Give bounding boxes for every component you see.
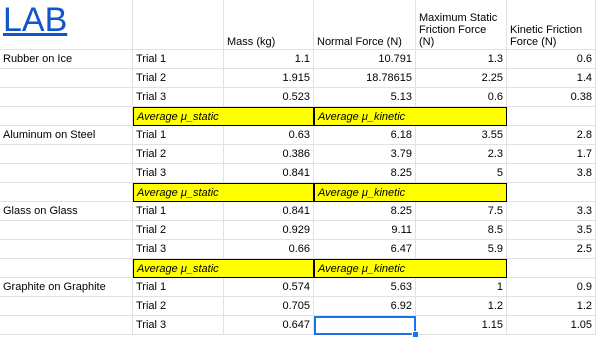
mass-cell[interactable]: 0.841 (224, 164, 314, 183)
kinetic-friction-cell[interactable]: 3.3 (507, 202, 596, 221)
normal-force-cell[interactable]: 6.92 (314, 297, 416, 316)
max-static-friction-cell[interactable]: 5.9 (416, 240, 507, 259)
material-name-cell[interactable]: Graphite on Graphite (0, 278, 133, 297)
material-name-cell[interactable]: Aluminum on Steel (0, 126, 133, 145)
mass-cell[interactable]: 0.841 (224, 202, 314, 221)
max-static-friction-cell[interactable]: 2.25 (416, 69, 507, 88)
empty-cell[interactable] (0, 164, 133, 183)
empty-cell[interactable] (507, 183, 596, 202)
kinetic-friction-cell[interactable]: 1.05 (507, 316, 596, 335)
kinetic-friction-cell[interactable]: 3.5 (507, 221, 596, 240)
trial-label-cell[interactable]: Trial 3 (133, 88, 224, 107)
trial-label-cell[interactable]: Trial 2 (133, 297, 224, 316)
header-max-static-friction-cell[interactable]: Maximum Static Friction Force (N) (416, 0, 507, 50)
max-static-friction-cell[interactable]: 3.55 (416, 126, 507, 145)
kinetic-friction-cell[interactable]: 2.5 (507, 240, 596, 259)
trial-label-cell[interactable]: Trial 1 (133, 278, 224, 297)
mass-cell[interactable]: 0.929 (224, 221, 314, 240)
kinetic-friction-cell[interactable]: 3.8 (507, 164, 596, 183)
trial-label-cell[interactable]: Trial 2 (133, 145, 224, 164)
kinetic-friction-cell[interactable]: 1.4 (507, 69, 596, 88)
empty-cell[interactable] (0, 221, 133, 240)
trial-label-cell[interactable]: Trial 1 (133, 50, 224, 69)
empty-cell[interactable] (0, 69, 133, 88)
average-mu-static-cell[interactable]: Average μ_static (133, 183, 314, 202)
max-static-friction-cell[interactable]: 8.5 (416, 221, 507, 240)
empty-cell[interactable] (0, 107, 133, 126)
max-static-friction-cell[interactable]: 1.15 (416, 316, 507, 335)
kinetic-friction-cell[interactable]: 0.38 (507, 88, 596, 107)
max-static-friction-cell[interactable]: 1.2 (416, 297, 507, 316)
header-normal-force-cell[interactable]: Normal Force (N) (314, 0, 416, 50)
material-name-cell[interactable]: Glass on Glass (0, 202, 133, 221)
kinetic-friction-cell[interactable]: 1.2 (507, 297, 596, 316)
max-static-friction-cell[interactable]: 1.3 (416, 50, 507, 69)
mass-cell[interactable]: 1.915 (224, 69, 314, 88)
empty-cell[interactable] (0, 297, 133, 316)
mass-cell[interactable]: 0.705 (224, 297, 314, 316)
mass-cell[interactable]: 0.66 (224, 240, 314, 259)
normal-force-cell[interactable]: 9.11 (314, 221, 416, 240)
mass-cell[interactable]: 0.647 (224, 316, 314, 335)
normal-force-cell[interactable]: 5.63 (314, 278, 416, 297)
trial-label-cell[interactable]: Trial 3 (133, 164, 224, 183)
normal-force-cell[interactable]: 18.78615 (314, 69, 416, 88)
normal-force-cell[interactable]: 5.13 (314, 88, 416, 107)
empty-cell[interactable] (0, 88, 133, 107)
empty-cell[interactable] (507, 107, 596, 126)
normal-force-cell[interactable]: 8.25 (314, 202, 416, 221)
normal-force-cell[interactable]: 10.791 (314, 50, 416, 69)
header-empty-cell[interactable] (133, 0, 224, 50)
sheet-title-cell[interactable]: LAB (0, 0, 133, 50)
material-name-cell[interactable]: Rubber on Ice (0, 50, 133, 69)
normal-force-cell[interactable]: 8.25 (314, 164, 416, 183)
kinetic-friction-cell[interactable]: 1.7 (507, 145, 596, 164)
max-static-friction-cell[interactable]: 2.3 (416, 145, 507, 164)
trial-label-cell[interactable]: Trial 1 (133, 202, 224, 221)
mass-cell[interactable]: 0.63 (224, 126, 314, 145)
fill-handle[interactable] (412, 331, 419, 338)
kinetic-friction-cell[interactable]: 0.9 (507, 278, 596, 297)
max-static-friction-cell[interactable]: 7.5 (416, 202, 507, 221)
empty-cell[interactable] (0, 145, 133, 164)
average-mu-static-cell[interactable]: Average μ_static (133, 107, 314, 126)
max-static-friction-cell[interactable]: 0.6 (416, 88, 507, 107)
normal-force-cell[interactable]: 6.47 (314, 240, 416, 259)
average-mu-kinetic-cell[interactable]: Average μ_kinetic (314, 183, 507, 202)
mass-cell[interactable]: 0.386 (224, 145, 314, 164)
kinetic-friction-cell[interactable]: 2.8 (507, 126, 596, 145)
trial-label-cell[interactable]: Trial 3 (133, 316, 224, 335)
trial-label-cell[interactable]: Trial 2 (133, 69, 224, 88)
mass-cell[interactable]: 1.1 (224, 50, 314, 69)
header-kinetic-friction-cell[interactable]: Kinetic Friction Force (N) (507, 0, 596, 50)
trial-label-cell[interactable]: Trial 1 (133, 126, 224, 145)
average-mu-static-cell[interactable]: Average μ_static (133, 259, 314, 278)
mass-cell[interactable]: 0.574 (224, 278, 314, 297)
kinetic-friction-cell[interactable]: 0.6 (507, 50, 596, 69)
empty-cell[interactable] (0, 259, 133, 278)
normal-force-cell[interactable]: 6.18 (314, 126, 416, 145)
max-static-friction-cell[interactable]: 5 (416, 164, 507, 183)
average-mu-kinetic-cell[interactable]: Average μ_kinetic (314, 259, 507, 278)
selected-normal-force-cell[interactable] (314, 316, 416, 335)
empty-cell[interactable] (0, 240, 133, 259)
empty-cell[interactable] (507, 259, 596, 278)
max-static-friction-cell[interactable]: 1 (416, 278, 507, 297)
empty-cell[interactable] (0, 183, 133, 202)
average-mu-kinetic-cell[interactable]: Average μ_kinetic (314, 107, 507, 126)
empty-cell[interactable] (0, 316, 133, 335)
mass-cell[interactable]: 0.523 (224, 88, 314, 107)
trial-label-cell[interactable]: Trial 2 (133, 221, 224, 240)
trial-label-cell[interactable]: Trial 3 (133, 240, 224, 259)
header-mass-cell[interactable]: Mass (kg) (224, 0, 314, 50)
normal-force-cell[interactable]: 3.79 (314, 145, 416, 164)
